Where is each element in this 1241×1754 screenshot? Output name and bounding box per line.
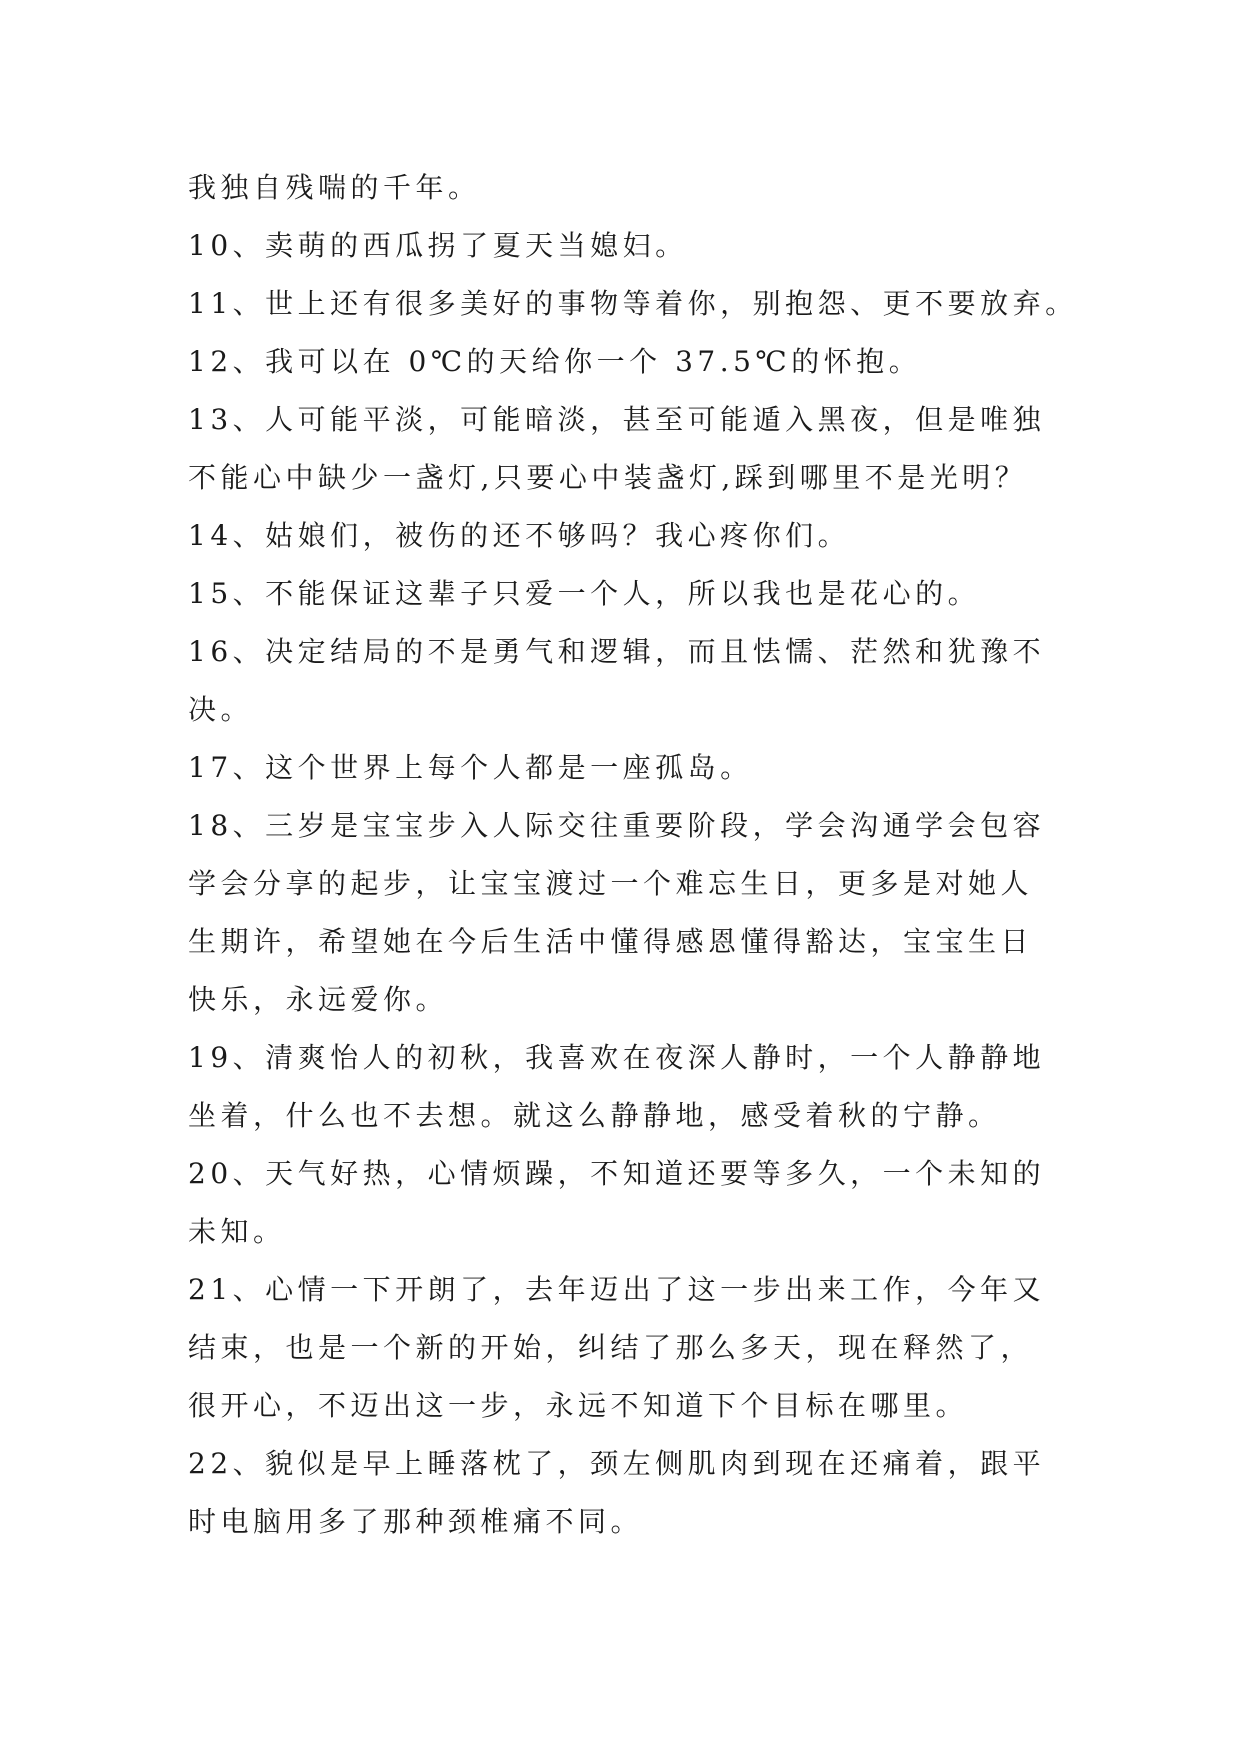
text-line: 决。 <box>188 693 254 726</box>
text-line: 快乐，永远爱你。 <box>188 983 449 1016</box>
text-line: 结束，也是一个新的开始，纠结了那么多天，现在释然了， <box>188 1331 1034 1364</box>
text-line: 21、心情一下开朗了，去年迈出了这一步出来工作，今年又 <box>188 1273 1046 1306</box>
text-line: 学会分享的起步，让宝宝渡过一个难忘生日，更多是对她人 <box>188 867 1034 900</box>
text-line: 18、三岁是宝宝步入人际交往重要阶段，学会沟通学会包容 <box>188 809 1046 842</box>
text-line: 15、不能保证这辈子只爱一个人，所以我也是花心的。 <box>188 577 981 610</box>
text-line: 17、这个世界上每个人都是一座孤岛。 <box>188 751 753 784</box>
text-line: 19、清爽怡人的初秋，我喜欢在夜深人静时，一个人静静地 <box>188 1041 1046 1074</box>
text-line: 未知。 <box>188 1215 286 1248</box>
text-line: 20、天气好热，心情烦躁，不知道还要等多久，一个未知的 <box>188 1157 1046 1190</box>
text-line: 生期许，希望她在今后生活中懂得感恩懂得豁达，宝宝生日 <box>188 925 1034 958</box>
text-line: 我独自残喘的千年。 <box>188 171 481 204</box>
text-line: 11、世上还有很多美好的事物等着你，别抱怨、更不要放弃。 <box>188 287 1078 320</box>
text-line: 坐着，什么也不去想。就这么静静地，感受着秋的宁静。 <box>188 1099 1001 1132</box>
document-body <box>188 159 1078 1551</box>
text-line: 13、人可能平淡，可能暗淡，甚至可能遁入黑夜，但是唯独 <box>188 403 1046 436</box>
text-line: 14、姑娘们，被伤的还不够吗？我心疼你们。 <box>188 519 851 552</box>
text-line: 不能心中缺少一盏灯,只要心中装盏灯,踩到哪里不是光明？ <box>188 461 1028 494</box>
text-line: 12、我可以在 0℃的天给你一个 37.5℃的怀抱。 <box>188 345 922 378</box>
text-line: 22、貌似是早上睡落枕了，颈左侧肌肉到现在还痛着，跟平 <box>188 1447 1046 1480</box>
text-line: 16、决定结局的不是勇气和逻辑，而且怯懦、茫然和犹豫不 <box>188 635 1046 668</box>
text-line: 很开心，不迈出这一步，永远不知道下个目标在哪里。 <box>188 1389 969 1422</box>
text-line: 10、卖萌的西瓜拐了夏天当媳妇。 <box>188 229 688 262</box>
text-line: 时电脑用多了那种颈椎痛不同。 <box>188 1505 644 1538</box>
